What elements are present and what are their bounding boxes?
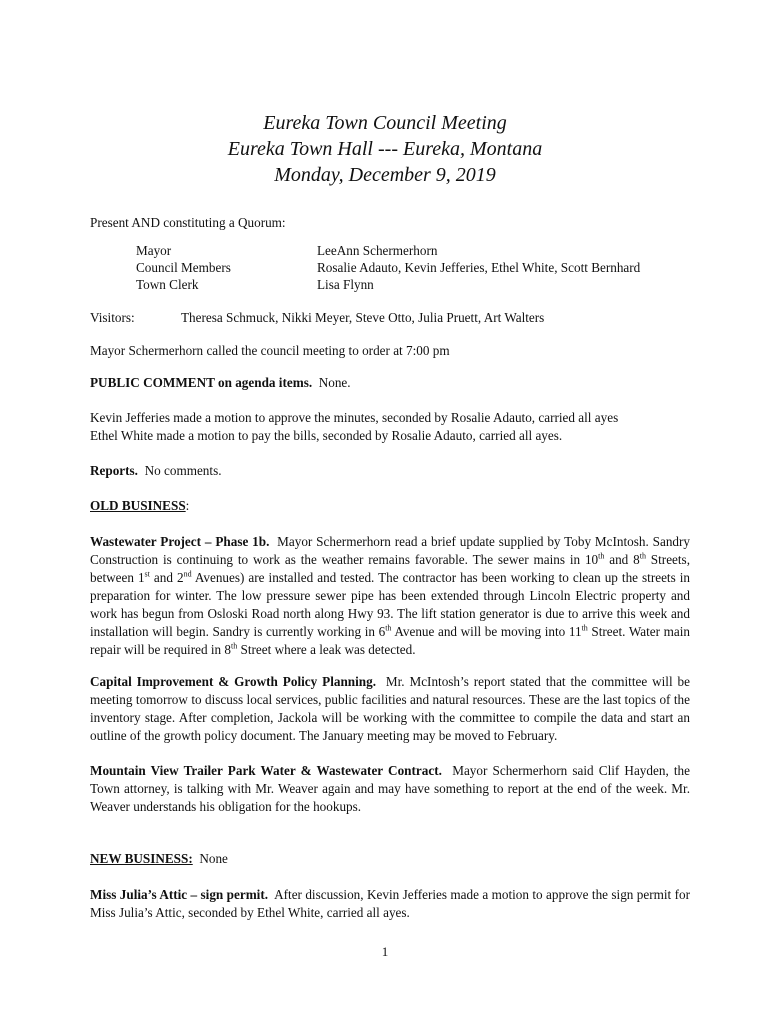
role-mayor: Mayor — [136, 243, 172, 258]
role-council: Council Members — [136, 260, 231, 275]
name-council: Rosalie Adauto, Kevin Jefferies, Ethel White, Scott Bernhard — [317, 260, 641, 275]
wastewater-text-7: Street. Water main repair will be required in 8 — [90, 624, 690, 657]
attic-paragraph — [90, 886, 690, 922]
motion-bills: Ethel White made a motion to pay the bills, seconded by Rosalie Adauto, carried all ayes. — [90, 428, 563, 443]
wastewater-text-6: Avenue and will be moving into 11 — [391, 624, 582, 639]
sup-7: th — [230, 641, 238, 651]
public-comment-heading: PUBLIC COMMENT on agenda items. — [90, 375, 313, 390]
capital-paragraph — [90, 673, 690, 745]
old-business-heading-line — [90, 497, 690, 515]
role-clerk: Town Clerk — [136, 277, 199, 292]
sup-5: th — [385, 623, 392, 633]
meeting-title: Eureka Town Council Meeting — [263, 112, 507, 134]
page-number: 1 — [381, 944, 389, 959]
mountain-view-paragraph — [90, 762, 690, 816]
sup-4: nd — [183, 569, 192, 579]
new-business-line — [90, 850, 690, 868]
name-clerk: Lisa Flynn — [317, 277, 374, 292]
old-business-colon: : — [185, 498, 190, 513]
wastewater-paragraph — [90, 533, 690, 659]
visitors-label: Visitors: — [90, 310, 135, 325]
reports-text: No comments. — [144, 463, 222, 478]
wastewater-text-3: Streets, between 1 — [90, 552, 690, 585]
sup-3: st — [144, 569, 150, 579]
mountain-view-text: Mayor Schermerhorn said Clif Hayden, the Town attorney, is talking with Mr. Weaver again and may have something to report at the end of the week. Mr. Weaver understands his obligation for the hookups. — [90, 763, 691, 814]
wastewater-text-2: and 8 — [604, 552, 640, 567]
motions — [90, 409, 690, 445]
public-comment — [90, 374, 690, 392]
capital-heading: Capital Improvement & Growth Policy Planning. — [90, 674, 377, 689]
old-business-heading: OLD BUSINESS — [90, 498, 186, 513]
mountain-view-heading: Mountain View Trailer Park Water & Wastewater Contract. — [90, 763, 442, 778]
attic-text: After discussion, Kevin Jefferies made a motion to approve the sign permit for Miss Julia’s Attic, seconded by Ethel White, carried all ayes. — [90, 887, 690, 920]
public-comment-text: None. — [318, 375, 351, 390]
wastewater-text-1: Mayor Schermerhorn read a brief update supplied by Toby McIntosh. Sandry Construction is continuing to work as the weather remains favorable. The sewer mains in 10 — [90, 534, 690, 567]
wastewater-text-4: and 2 — [149, 570, 184, 585]
reports-heading: Reports. — [90, 463, 138, 478]
sup-2: th — [639, 551, 646, 561]
attic-heading: Miss Julia’s Attic – sign permit. — [90, 887, 269, 902]
sup-6: th — [581, 623, 588, 633]
wastewater-text-5: Avenues) are installed and tested. The contractor has been working to clean up the streets in preparation for winter. The low pressure sewer pipe has been extended through Lincoln Electric property and work has begun from Osloski Road north along Hwy 93. The lift station generator is due to arrive this week and installation will begin. Sandry is currently working in 6 — [90, 570, 690, 639]
new-business-heading: NEW BUSINESS: — [90, 851, 193, 866]
meeting-date: Monday, December 9, 2019 — [274, 164, 496, 186]
reports — [90, 462, 690, 480]
motion-minutes: Kevin Jefferies made a motion to approve the minutes, seconded by Rosalie Adauto, carried all ayes — [90, 410, 619, 425]
new-business-text: None — [199, 851, 228, 866]
name-mayor: LeeAnn Schermerhorn — [317, 243, 438, 258]
sup-1: th — [598, 551, 605, 561]
capital-text: Mr. McIntosh’s report stated that the committee will be meeting tomorrow to discuss local services, public facilities and natural resources. These are the last topics of the inventory stage. After completion, Jackola will be working with the committee to compile the data and start an outline of the growth policy document. The January meeting may be moved to February. — [90, 674, 691, 743]
meeting-location: Eureka Town Hall --- Eureka, Montana — [227, 138, 543, 160]
visitors-list: Theresa Schmuck, Nikki Meyer, Steve Otto, Julia Pruett, Art Walters — [181, 310, 545, 325]
quorum-intro: Present AND constituting a Quorum: — [90, 215, 286, 230]
wastewater-heading: Wastewater Project – Phase 1b. — [90, 534, 270, 549]
call-to-order: Mayor Schermerhorn called the council meeting to order at 7:00 pm — [90, 343, 450, 358]
wastewater-text-8: Street where a leak was detected. — [237, 642, 416, 657]
